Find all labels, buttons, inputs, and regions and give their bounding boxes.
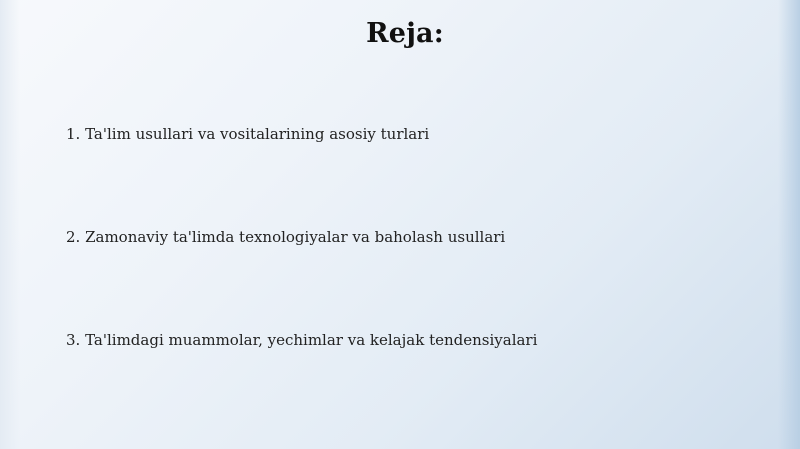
slide-title: Reja:	[366, 18, 444, 49]
plan-item-1: 1. Ta'lim usullari va vositalarining asosiy turlari	[66, 125, 430, 143]
plan-item-2: 2. Zamonaviy ta'limda texnologiyalar va baholash usullari	[66, 228, 506, 246]
plan-item-3: 3. Ta'limdagi muammolar, yechimlar va kelajak tendensiyalari	[66, 331, 538, 349]
slide-right-edge	[778, 0, 800, 449]
slide-left-edge	[0, 0, 20, 449]
